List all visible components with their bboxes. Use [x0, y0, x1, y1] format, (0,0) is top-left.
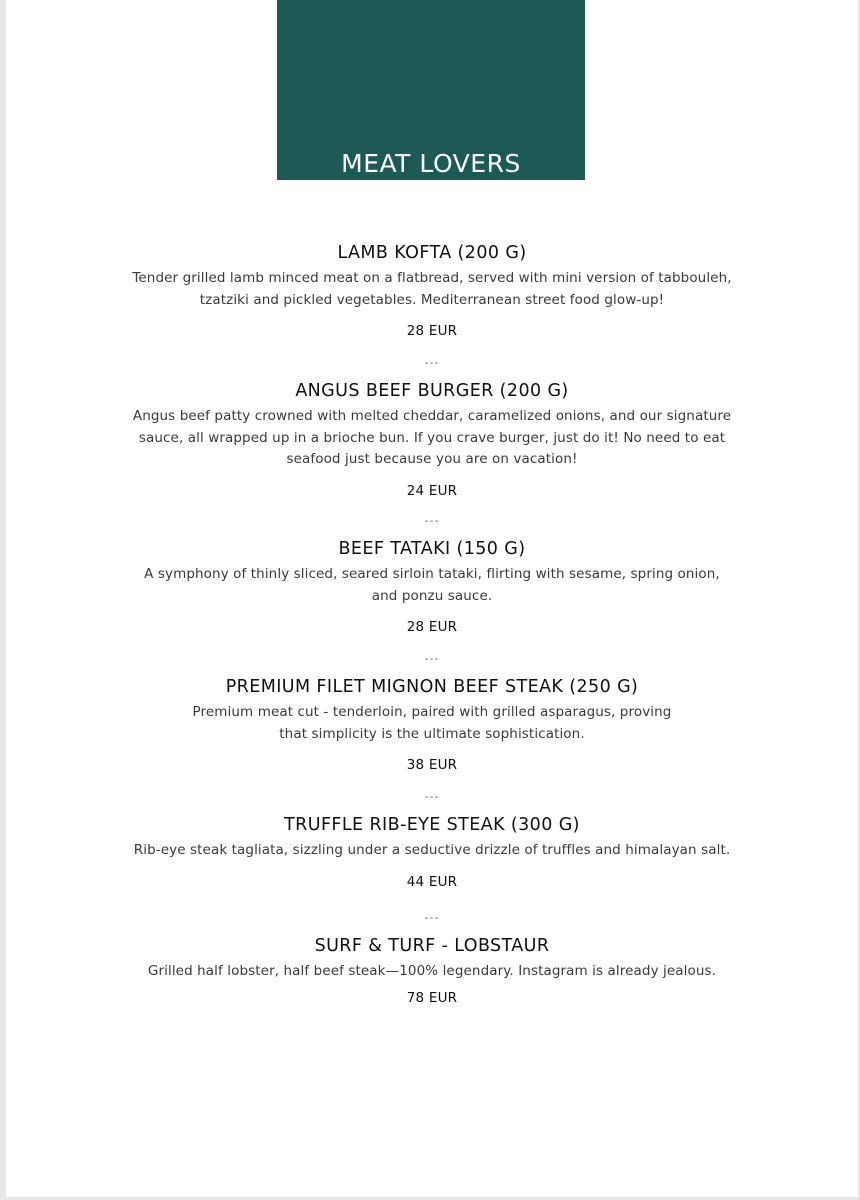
item-description-line: Grilled half lobster, half beef steak—100% legendary. Instagram is already jealous.: [147, 963, 717, 979]
item-name: LAMB KOFTA (200 G): [337, 243, 527, 263]
section-header-block: [277, 0, 585, 180]
item-price: 24 EUR: [406, 482, 458, 499]
item-separator: ---: [424, 514, 440, 527]
item-separator: ---: [424, 356, 440, 369]
item-description-line: Tender grilled lamb minced meat on a flatbread, served with mini version of tabbouleh,: [132, 270, 732, 286]
item-name: ANGUS BEEF BURGER (200 G): [295, 381, 569, 401]
item-separator: ---: [424, 911, 440, 924]
item-description: [6, 564, 858, 607]
item-name: SURF & TURF - LOBSTAUR: [314, 936, 550, 956]
item-price: 38 EUR: [406, 757, 458, 773]
item-description-line: Rib-eye steak tagliata, sizzling under a seductive drizzle of truffles and himalayan salt.: [133, 842, 731, 858]
item-description: [6, 268, 858, 311]
item-name: BEEF TATAKI (150 G): [338, 539, 526, 559]
item-description-line: and ponzu sauce.: [371, 587, 493, 604]
item-separator: ---: [424, 790, 440, 803]
item-description-line: seafood just because you are on vacation!: [286, 451, 578, 467]
menu-item-lamb-kofta: [6, 243, 858, 339]
menu-item-surf-and-turf: [6, 936, 858, 1006]
item-description: [6, 702, 858, 745]
item-description-line: that simplicity is the ultimate sophistication.: [279, 725, 585, 742]
menu-item-beef-tataki: [6, 539, 858, 635]
item-description-line: sauce, all wrapped up in a brioche bun. If you crave burger, just do it! No need to eat: [138, 429, 726, 446]
item-name: PREMIUM FILET MIGNON BEEF STEAK (250 G): [225, 677, 639, 697]
item-description: [6, 840, 858, 862]
item-description: [6, 961, 858, 983]
section-title: MEAT LOVERS: [341, 149, 521, 178]
item-separator: ---: [424, 652, 440, 665]
menu-page: [6, 0, 858, 1197]
item-name: TRUFFLE RIB-EYE STEAK (300 G): [284, 815, 580, 835]
item-description-line: A symphony of thinly sliced, seared sirloin tataki, flirting with sesame, spring onion,: [144, 566, 720, 582]
menu-item-angus-beef-burger: [6, 381, 858, 499]
item-price: 44 EUR: [406, 873, 458, 890]
item-description: [6, 406, 858, 471]
menu-item-truffle-rib-eye: [6, 815, 858, 890]
item-description-line: tzatziki and pickled vegetables. Mediterranean street food glow-up!: [199, 291, 665, 308]
item-price: 28 EUR: [406, 323, 458, 339]
item-price: 78 EUR: [406, 989, 458, 1006]
menu-item-premium-filet-mignon: [6, 677, 858, 773]
item-price: 28 EUR: [406, 619, 458, 635]
item-description-line: Angus beef patty crowned with melted cheddar, caramelized onions, and our signature: [132, 408, 732, 424]
item-description-line: Premium meat cut - tenderloin, paired with grilled asparagus, proving: [192, 704, 672, 720]
